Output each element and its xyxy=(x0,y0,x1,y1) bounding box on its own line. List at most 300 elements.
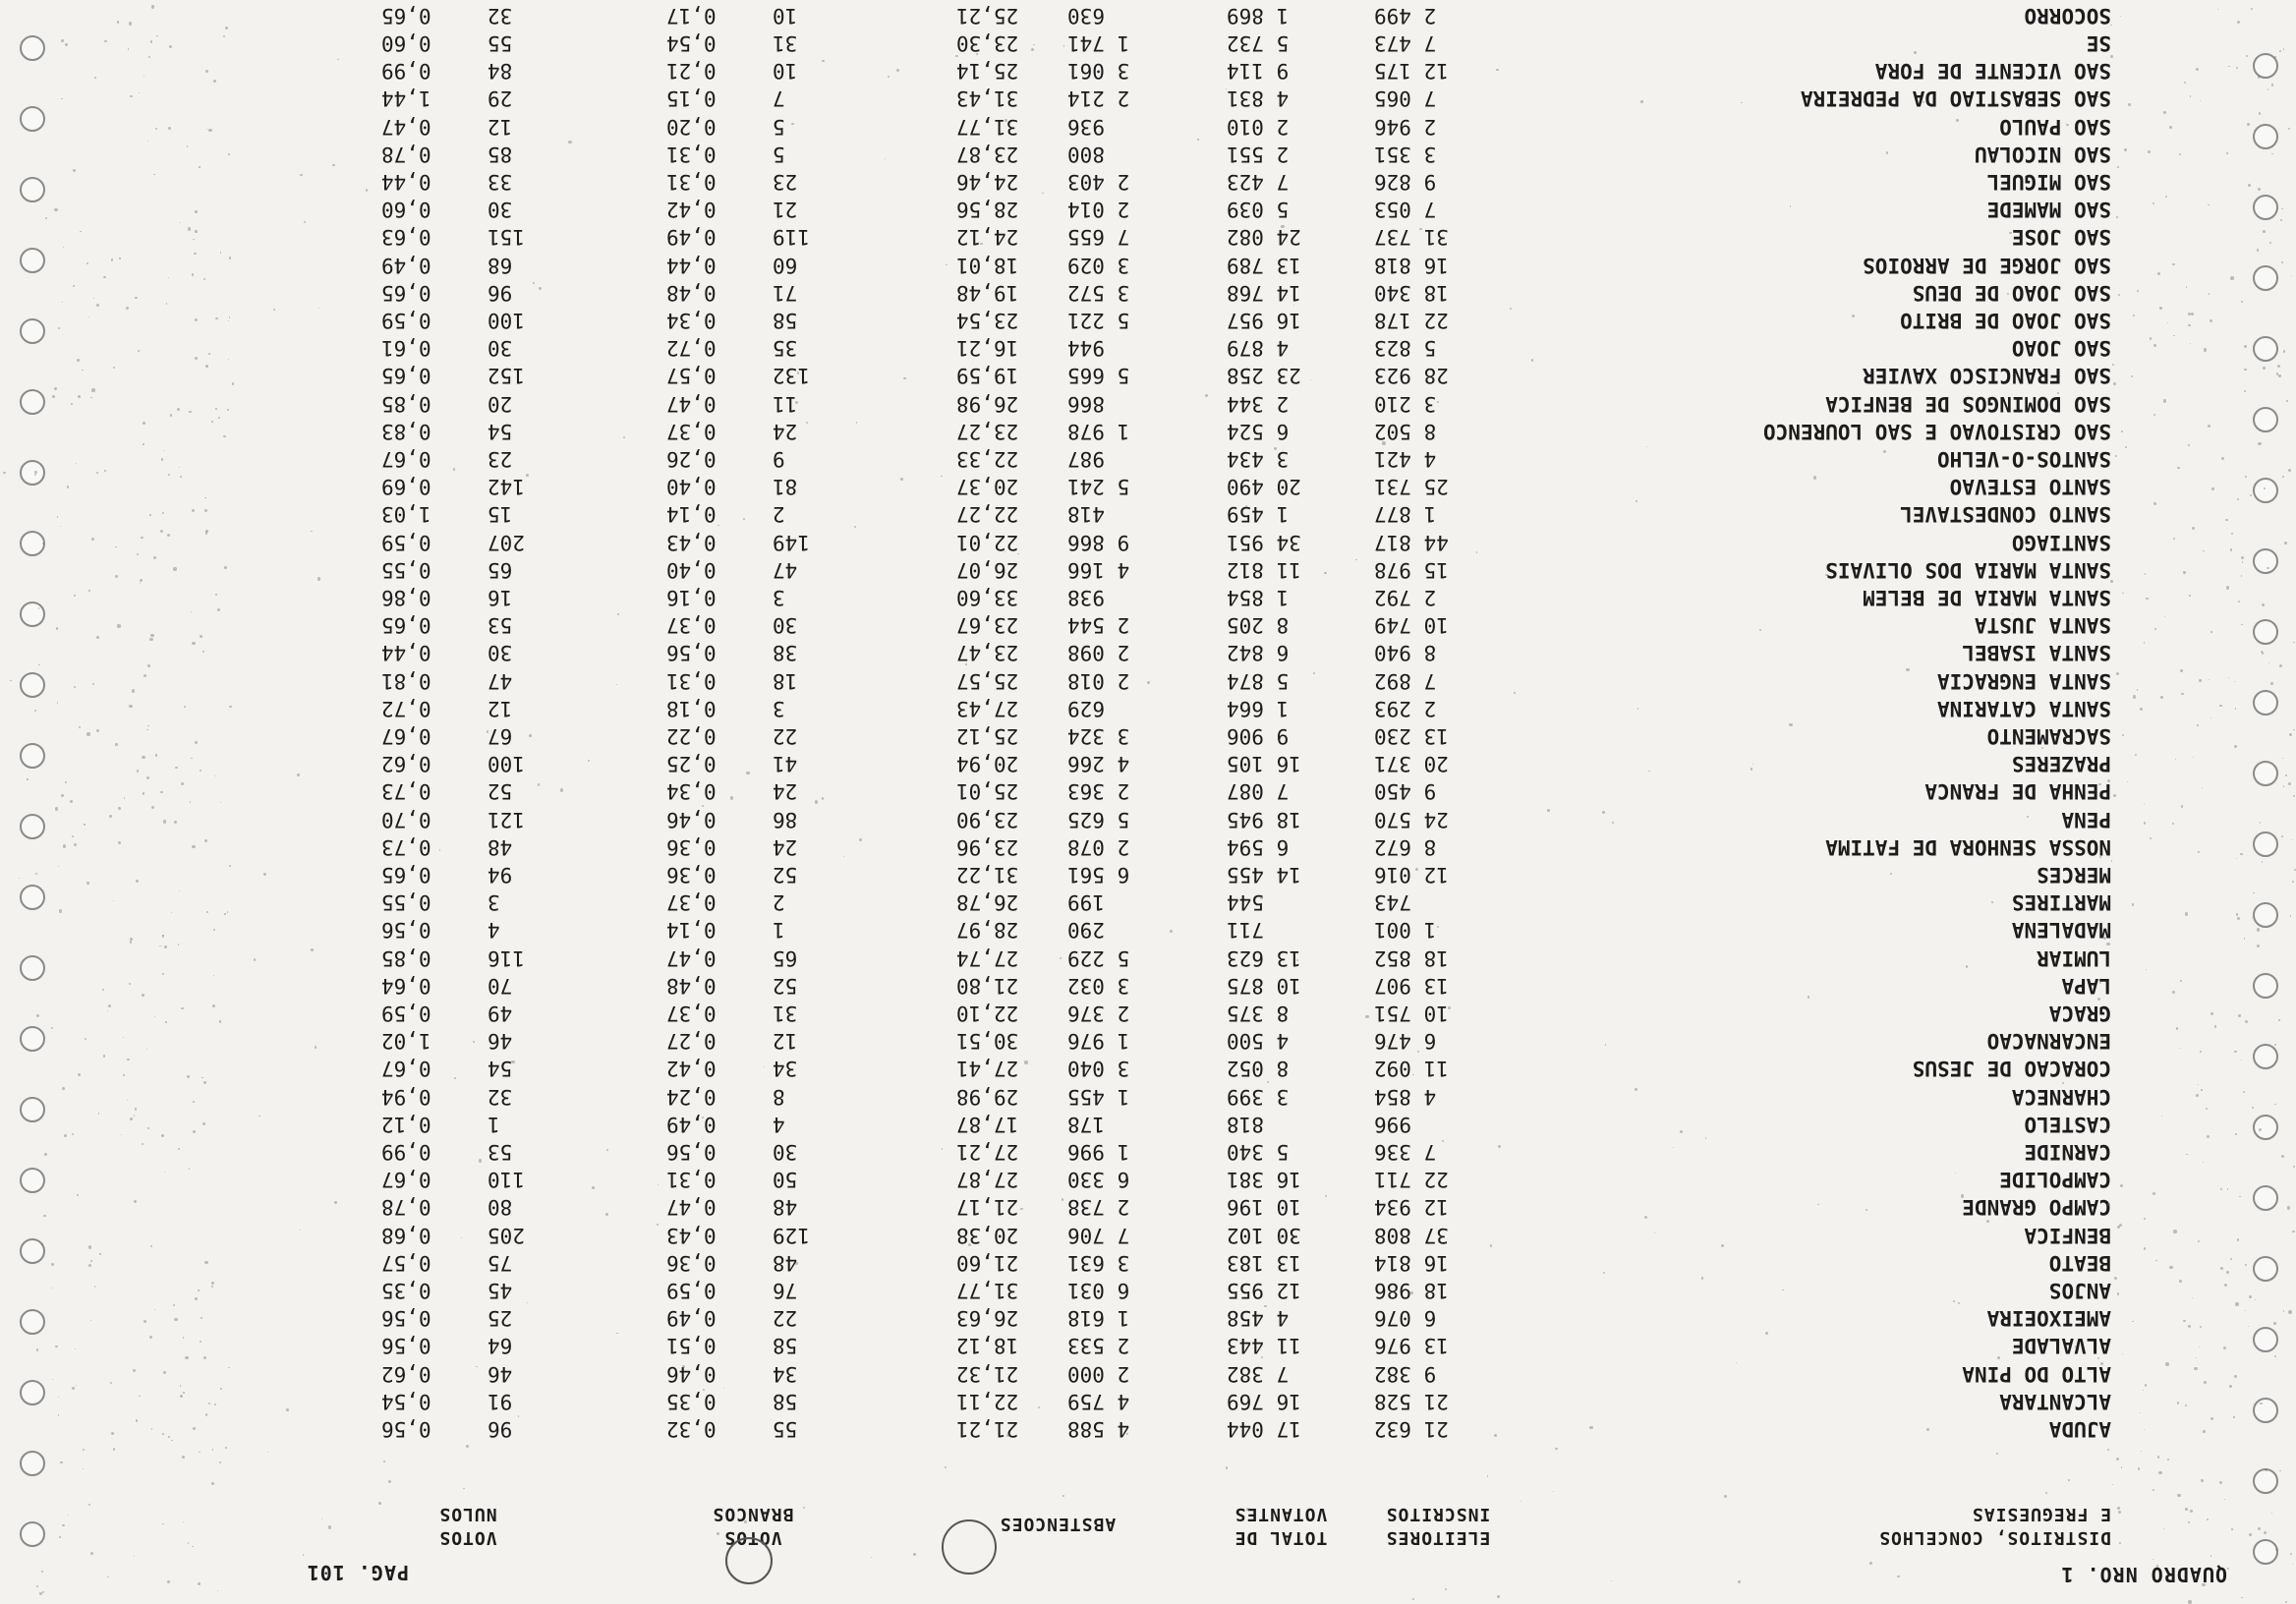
table-title: QUADRO NRO. 1 xyxy=(2060,1563,2227,1586)
cell-absp: 22,27 xyxy=(956,502,1019,526)
noise-speck xyxy=(2197,724,2199,726)
noise-speck xyxy=(2210,631,2212,633)
noise-speck xyxy=(605,1213,608,1216)
cell-abs: 4 759 xyxy=(1067,1390,1130,1413)
punch-hole xyxy=(2253,831,2278,857)
noise-speck xyxy=(1603,1272,1605,1274)
noise-speck xyxy=(454,1077,456,1079)
cell-nul: 46 xyxy=(488,1362,513,1386)
cell-bra: 48 xyxy=(773,1195,798,1219)
noise-speck xyxy=(2099,856,2101,858)
noise-speck xyxy=(2117,166,2119,168)
cell-name: SOCORRO xyxy=(2024,4,2111,28)
noise-speck xyxy=(78,395,81,398)
cell-brap: 0,16 xyxy=(666,586,717,609)
cell-absp: 31,43 xyxy=(956,86,1019,110)
cell-bra: 18 xyxy=(773,669,798,693)
noise-speck xyxy=(2208,204,2209,205)
noise-speck xyxy=(2204,348,2207,351)
noise-speck xyxy=(1226,1466,1228,1468)
noise-speck xyxy=(2264,487,2266,489)
noise-speck xyxy=(2244,938,2246,940)
col-header-votantes: TOTAL DE VOTANTES xyxy=(1234,1504,1328,1548)
noise-speck xyxy=(62,1087,65,1090)
noise-speck xyxy=(2173,335,2174,336)
noise-speck xyxy=(77,1194,79,1196)
cell-absp: 31,77 xyxy=(956,1279,1019,1302)
noise-speck xyxy=(2118,294,2120,296)
noise-speck xyxy=(2131,375,2133,377)
noise-speck xyxy=(2185,912,2188,915)
noise-speck xyxy=(1640,101,1642,103)
cell-nulp: 0,65 xyxy=(381,863,431,887)
noise-speck xyxy=(1259,1180,1261,1182)
noise-speck xyxy=(1986,1220,1989,1223)
noise-speck xyxy=(2225,519,2227,521)
noise-speck xyxy=(90,1552,93,1555)
cell-abs: 5 221 xyxy=(1067,309,1130,332)
cell-nul: 47 xyxy=(488,669,513,693)
noise-speck xyxy=(2121,430,2123,432)
cell-brap: 0,31 xyxy=(666,1168,717,1191)
noise-speck xyxy=(2173,1230,2176,1232)
cell-ins: 18 986 xyxy=(1374,1279,1449,1302)
cell-vot: 13 623 xyxy=(1227,946,1301,970)
cell-brap: 0,42 xyxy=(666,198,717,221)
noise-speck xyxy=(321,1518,322,1519)
cell-brap: 0,25 xyxy=(666,752,717,775)
noise-speck xyxy=(2107,1203,2110,1206)
cell-nulp: 0,12 xyxy=(381,1113,431,1136)
cell-name: MADALENA xyxy=(2011,918,2111,942)
noise-speck xyxy=(2211,487,2214,490)
noise-speck xyxy=(162,1523,164,1525)
cell-name: NOSSA SENHORA DE FATIMA xyxy=(1825,835,2111,859)
cell-vot: 7 087 xyxy=(1227,779,1290,803)
cell-vot: 23 258 xyxy=(1227,364,1301,387)
cell-vot: 11 812 xyxy=(1227,558,1301,582)
col-header-inscritos: ELEITORES INSCRITOS xyxy=(1385,1504,1491,1548)
noise-speck xyxy=(2183,571,2186,574)
noise-speck xyxy=(63,844,66,847)
noise-speck xyxy=(137,553,139,555)
cell-abs: 5 625 xyxy=(1067,808,1130,831)
cell-nul: 110 xyxy=(488,1168,525,1191)
punch-hole xyxy=(2253,265,2278,291)
cell-absp: 22,10 xyxy=(956,1002,1019,1025)
noise-speck xyxy=(2103,937,2106,940)
punch-hole xyxy=(2253,407,2278,432)
cell-absp: 30,51 xyxy=(956,1029,1019,1053)
noise-speck xyxy=(2153,502,2155,504)
cell-absp: 23,90 xyxy=(956,808,1019,831)
cell-bra: 55 xyxy=(773,1417,798,1441)
noise-speck xyxy=(2248,184,2251,187)
noise-speck xyxy=(180,1395,183,1398)
noise-speck xyxy=(2172,823,2174,825)
table-row xyxy=(0,1138,2296,1166)
noise-speck xyxy=(103,1055,105,1057)
cell-ins: 21 528 xyxy=(1374,1390,1449,1413)
cell-name: PENA xyxy=(2061,808,2111,831)
cell-brap: 0,47 xyxy=(666,946,717,970)
table-row xyxy=(0,639,2296,666)
noise-speck xyxy=(1955,1173,1956,1174)
punch-hole xyxy=(2253,1468,2278,1494)
cell-ins: 24 570 xyxy=(1374,808,1449,831)
cell-nul: 142 xyxy=(488,475,525,498)
noise-speck xyxy=(1752,764,1753,765)
cell-brap: 0,59 xyxy=(666,1279,717,1302)
noise-speck xyxy=(54,208,57,211)
cell-name: SAO MIGUEL xyxy=(1986,170,2111,194)
noise-speck xyxy=(2226,586,2229,589)
cell-vot: 1 869 xyxy=(1227,4,1290,28)
cell-absp: 20,38 xyxy=(956,1224,1019,1247)
noise-speck xyxy=(88,1245,91,1248)
noise-speck xyxy=(2111,861,2112,862)
noise-speck xyxy=(328,1526,331,1529)
cell-brap: 0,31 xyxy=(666,143,717,166)
noise-speck xyxy=(198,1582,201,1585)
cell-ins: 8 502 xyxy=(1374,420,1437,443)
noise-speck xyxy=(150,40,152,42)
noise-speck xyxy=(2257,945,2260,947)
noise-speck xyxy=(34,474,36,476)
punch-hole xyxy=(20,106,45,132)
cell-abs: 7 655 xyxy=(1067,225,1130,249)
cell-bra: 5 xyxy=(773,143,785,166)
noise-speck xyxy=(315,1046,316,1048)
cell-vot: 4 831 xyxy=(1227,86,1290,110)
cell-bra: 129 xyxy=(773,1224,810,1247)
cell-nul: 121 xyxy=(488,808,525,831)
cell-nul: 49 xyxy=(488,1002,513,1025)
cell-brap: 0,37 xyxy=(666,1002,717,1025)
noise-speck xyxy=(217,1590,219,1592)
noise-speck xyxy=(129,983,131,985)
noise-speck xyxy=(2152,1489,2155,1492)
noise-speck xyxy=(2231,533,2233,535)
table-row xyxy=(0,0,2296,2)
table-row xyxy=(0,750,2296,777)
cell-vot: 3 399 xyxy=(1227,1085,1290,1109)
noise-speck xyxy=(2116,216,2118,218)
table-row xyxy=(0,806,2296,833)
cell-nul: 100 xyxy=(488,752,525,775)
cell-abs: 199 xyxy=(1067,890,1105,914)
cell-abs: 2 000 xyxy=(1067,1362,1130,1386)
noise-speck xyxy=(2098,291,2099,292)
cell-name: SAO PAULO xyxy=(1999,115,2111,139)
noise-speck xyxy=(168,127,171,130)
noise-speck xyxy=(104,40,107,43)
noise-speck xyxy=(83,1449,85,1451)
noise-speck xyxy=(2276,372,2278,374)
cell-ins xyxy=(1374,0,1502,2)
noise-speck xyxy=(2285,774,2287,776)
noise-speck xyxy=(1996,1453,1998,1455)
cell-bra: 58 xyxy=(773,309,798,332)
noise-speck xyxy=(2177,1494,2180,1497)
noise-speck xyxy=(1085,933,1087,935)
cell-nulp: 0,54 xyxy=(381,1390,431,1413)
cell-absp: 22,11 xyxy=(956,1390,1019,1413)
cell-bra: 4 xyxy=(773,1113,785,1136)
cell-ins: 8 940 xyxy=(1374,641,1437,664)
noise-speck xyxy=(526,474,529,477)
noise-speck xyxy=(1281,225,1284,228)
cell-ins: 2 293 xyxy=(1374,697,1437,720)
noise-speck xyxy=(677,411,678,412)
cell-name: CHARNECA xyxy=(2011,1085,2111,1109)
cell-absp: 25,57 xyxy=(956,669,1019,693)
cell-nul: 54 xyxy=(488,1057,513,1080)
noise-speck xyxy=(117,624,120,627)
punch-hole xyxy=(20,248,45,273)
noise-speck xyxy=(1741,102,1742,103)
noise-speck xyxy=(1437,401,1439,403)
noise-speck xyxy=(227,911,228,912)
table-row xyxy=(0,168,2296,196)
cell-brap: 0,56 xyxy=(666,1140,717,1164)
cell-absp: 20,94 xyxy=(956,752,1019,775)
noise-speck xyxy=(208,353,210,355)
cell-vot: 1 459 xyxy=(1227,502,1290,526)
noise-speck xyxy=(2210,1555,2212,1557)
noise-speck xyxy=(92,683,94,685)
noise-speck xyxy=(2057,392,2059,394)
noise-speck xyxy=(2125,446,2127,448)
noise-speck xyxy=(2229,1385,2232,1388)
noise-speck xyxy=(263,873,266,876)
noise-speck xyxy=(183,1521,184,1522)
table-row xyxy=(0,113,2296,141)
noise-speck xyxy=(303,1554,304,1555)
noise-speck xyxy=(941,476,943,478)
cell-nul: 54 xyxy=(488,420,513,443)
noise-speck xyxy=(198,1289,199,1290)
noise-speck xyxy=(2257,249,2259,251)
cell-vot: 7 382 xyxy=(1227,1362,1290,1386)
noise-speck xyxy=(2245,1020,2248,1023)
cell-nulp: 0,99 xyxy=(381,1140,431,1164)
noise-speck xyxy=(203,278,205,280)
cell-name: SANTA ISABEL xyxy=(1962,641,2111,664)
noise-speck xyxy=(2198,1084,2199,1085)
noise-speck xyxy=(2189,595,2191,597)
cell-nulp: 0,73 xyxy=(381,779,431,803)
noise-speck xyxy=(2204,1381,2207,1384)
cell-ins: 6 476 xyxy=(1374,1029,1437,1053)
noise-speck xyxy=(151,806,154,809)
cell-ins: 13 230 xyxy=(1374,724,1449,748)
noise-speck xyxy=(527,1302,528,1303)
cell-absp: 21,17 xyxy=(956,1195,1019,1219)
cell-nulp: 0,81 xyxy=(381,669,431,693)
noise-speck xyxy=(2278,1019,2280,1021)
noise-speck xyxy=(1264,1305,1266,1307)
noise-speck xyxy=(2284,542,2287,544)
cell-abs: 2 544 xyxy=(1067,613,1130,637)
cell-name: ANJOS xyxy=(2048,1279,2111,1302)
punch-hole xyxy=(2253,902,2278,928)
cell-bra: 11 xyxy=(773,392,798,416)
table-row xyxy=(0,279,2296,307)
noise-speck xyxy=(2179,1280,2182,1283)
table-row xyxy=(0,916,2296,944)
noise-speck xyxy=(102,989,104,991)
cell-ins: 3 351 xyxy=(1374,143,1437,166)
punch-hole xyxy=(2253,195,2278,220)
noise-speck xyxy=(2290,1553,2292,1555)
cell-brap: 0,17 xyxy=(666,4,717,28)
noise-speck xyxy=(1751,768,1752,770)
noise-speck xyxy=(225,1447,227,1449)
cell-brap: 0,21 xyxy=(666,59,717,83)
cell-bra: 58 xyxy=(773,1390,798,1413)
cell-bra: 35 xyxy=(773,336,798,360)
noise-speck xyxy=(98,1113,99,1114)
noise-speck xyxy=(2219,1481,2222,1484)
noise-speck xyxy=(141,537,143,539)
noise-speck xyxy=(56,627,59,630)
cell-brap: 0,44 xyxy=(666,254,717,277)
cell-vot: 1 664 xyxy=(1227,697,1290,720)
noise-speck xyxy=(2169,126,2172,129)
noise-speck xyxy=(1611,1580,1612,1581)
cell-vot: 544 xyxy=(1227,890,1264,914)
noise-speck xyxy=(2263,230,2266,233)
noise-speck xyxy=(2120,1184,2123,1187)
cell-bra: 9 xyxy=(773,447,785,471)
noise-speck xyxy=(2185,1508,2188,1511)
cell-absp: 25,12 xyxy=(956,724,1019,748)
noise-speck xyxy=(2127,781,2128,782)
cell-bra: 81 xyxy=(773,475,798,498)
cell-abs: 3 029 xyxy=(1067,254,1130,277)
noise-speck xyxy=(2230,276,2233,279)
cell-vot: 2 551 xyxy=(1227,143,1290,166)
cell-ins: 37 808 xyxy=(1374,1224,1449,1247)
table-row xyxy=(0,1249,2296,1277)
cell-abs: 2 214 xyxy=(1067,86,1130,110)
noise-speck xyxy=(2234,1375,2237,1378)
cell-nul: 16 xyxy=(488,586,513,609)
noise-speck xyxy=(2269,242,2271,244)
noise-speck xyxy=(91,538,94,541)
noise-speck xyxy=(2228,66,2229,67)
cell-nulp: 0,65 xyxy=(381,364,431,387)
noise-speck xyxy=(2157,1456,2160,1459)
cell-name: AMEIXOEIRA xyxy=(1986,1306,2111,1330)
cell-name: ALTO DO PINA xyxy=(1962,1362,2111,1386)
table-row xyxy=(0,141,2296,168)
cell-nulp: 0,63 xyxy=(381,225,431,249)
noise-speck xyxy=(205,70,208,73)
noise-speck xyxy=(717,1532,719,1535)
noise-speck xyxy=(254,958,257,961)
cell-ins: 743 xyxy=(1374,890,1411,914)
noise-speck xyxy=(1006,1434,1009,1437)
noise-speck xyxy=(219,1461,222,1464)
noise-speck xyxy=(2207,1518,2209,1520)
table-row xyxy=(0,473,2296,500)
punch-hole xyxy=(2253,478,2278,503)
noise-speck xyxy=(980,243,982,245)
cell-abs: 944 xyxy=(1067,336,1105,360)
punch-hole xyxy=(20,1168,45,1193)
noise-speck xyxy=(617,613,619,615)
cell-nulp: 0,55 xyxy=(381,558,431,582)
table-row xyxy=(0,223,2296,251)
cell-absp: 26,63 xyxy=(956,1306,1019,1330)
cell-abs: 3 040 xyxy=(1067,1057,1130,1080)
cell-ins: 3 210 xyxy=(1374,392,1437,416)
cell-vot: 13 183 xyxy=(1227,1251,1301,1275)
noise-speck xyxy=(146,729,147,730)
noise-speck xyxy=(35,873,37,875)
cell-absp: 29,98 xyxy=(956,1085,1019,1109)
cell-bra: 86 xyxy=(773,808,798,831)
table-row xyxy=(0,833,2296,861)
cell-brap: 0,14 xyxy=(666,918,717,942)
cell-vot: 6 842 xyxy=(1227,641,1290,664)
cell-abs: 9 866 xyxy=(1067,531,1130,554)
cell-bra: 71 xyxy=(773,281,798,305)
cell-abs: 1 455 xyxy=(1067,1085,1130,1109)
noise-speck xyxy=(439,849,440,850)
cell-nul: 48 xyxy=(488,835,513,859)
noise-speck xyxy=(682,1365,684,1367)
noise-speck xyxy=(1126,1433,1127,1434)
noise-speck xyxy=(182,1456,185,1459)
noise-speck xyxy=(2279,1470,2281,1472)
cell-name: SANTA ENGRACIA xyxy=(1936,669,2111,693)
noise-speck xyxy=(1476,551,1478,553)
punch-hole xyxy=(20,1380,45,1405)
noise-speck xyxy=(463,1488,464,1489)
cell-abs: 5 665 xyxy=(1067,364,1130,387)
noise-speck xyxy=(2241,1597,2242,1598)
cell-name: SANTIAGO xyxy=(2011,531,2111,554)
noise-speck xyxy=(132,689,135,692)
cell-abs: 1 978 xyxy=(1067,420,1130,443)
noise-speck xyxy=(945,1466,947,1469)
cell-absp: 27,74 xyxy=(956,946,1019,970)
cell-vot: 20 490 xyxy=(1227,475,1301,498)
cell-abs: 3 324 xyxy=(1067,724,1130,748)
noise-speck xyxy=(723,1388,724,1389)
cell-vot: 16 957 xyxy=(1227,309,1301,332)
noise-speck xyxy=(41,1571,43,1573)
noise-speck xyxy=(134,1115,135,1116)
punch-hole xyxy=(2253,1044,2278,1069)
noise-speck xyxy=(2280,219,2282,221)
cell-abs: 2 363 xyxy=(1067,779,1130,803)
cell-name: BEATO xyxy=(2048,1251,2111,1275)
noise-speck xyxy=(2203,1430,2206,1433)
noise-speck xyxy=(311,948,314,951)
noise-speck xyxy=(1445,1588,1447,1590)
noise-speck xyxy=(2247,123,2250,126)
noise-speck xyxy=(185,1356,188,1359)
col-header-district: DISTRITOS, CONCELHOS E FREGUESIAS xyxy=(1878,1504,2111,1548)
noise-speck xyxy=(1497,1595,1500,1598)
noise-speck xyxy=(149,638,152,641)
noise-speck xyxy=(2270,682,2273,685)
noise-speck xyxy=(479,1159,482,1162)
